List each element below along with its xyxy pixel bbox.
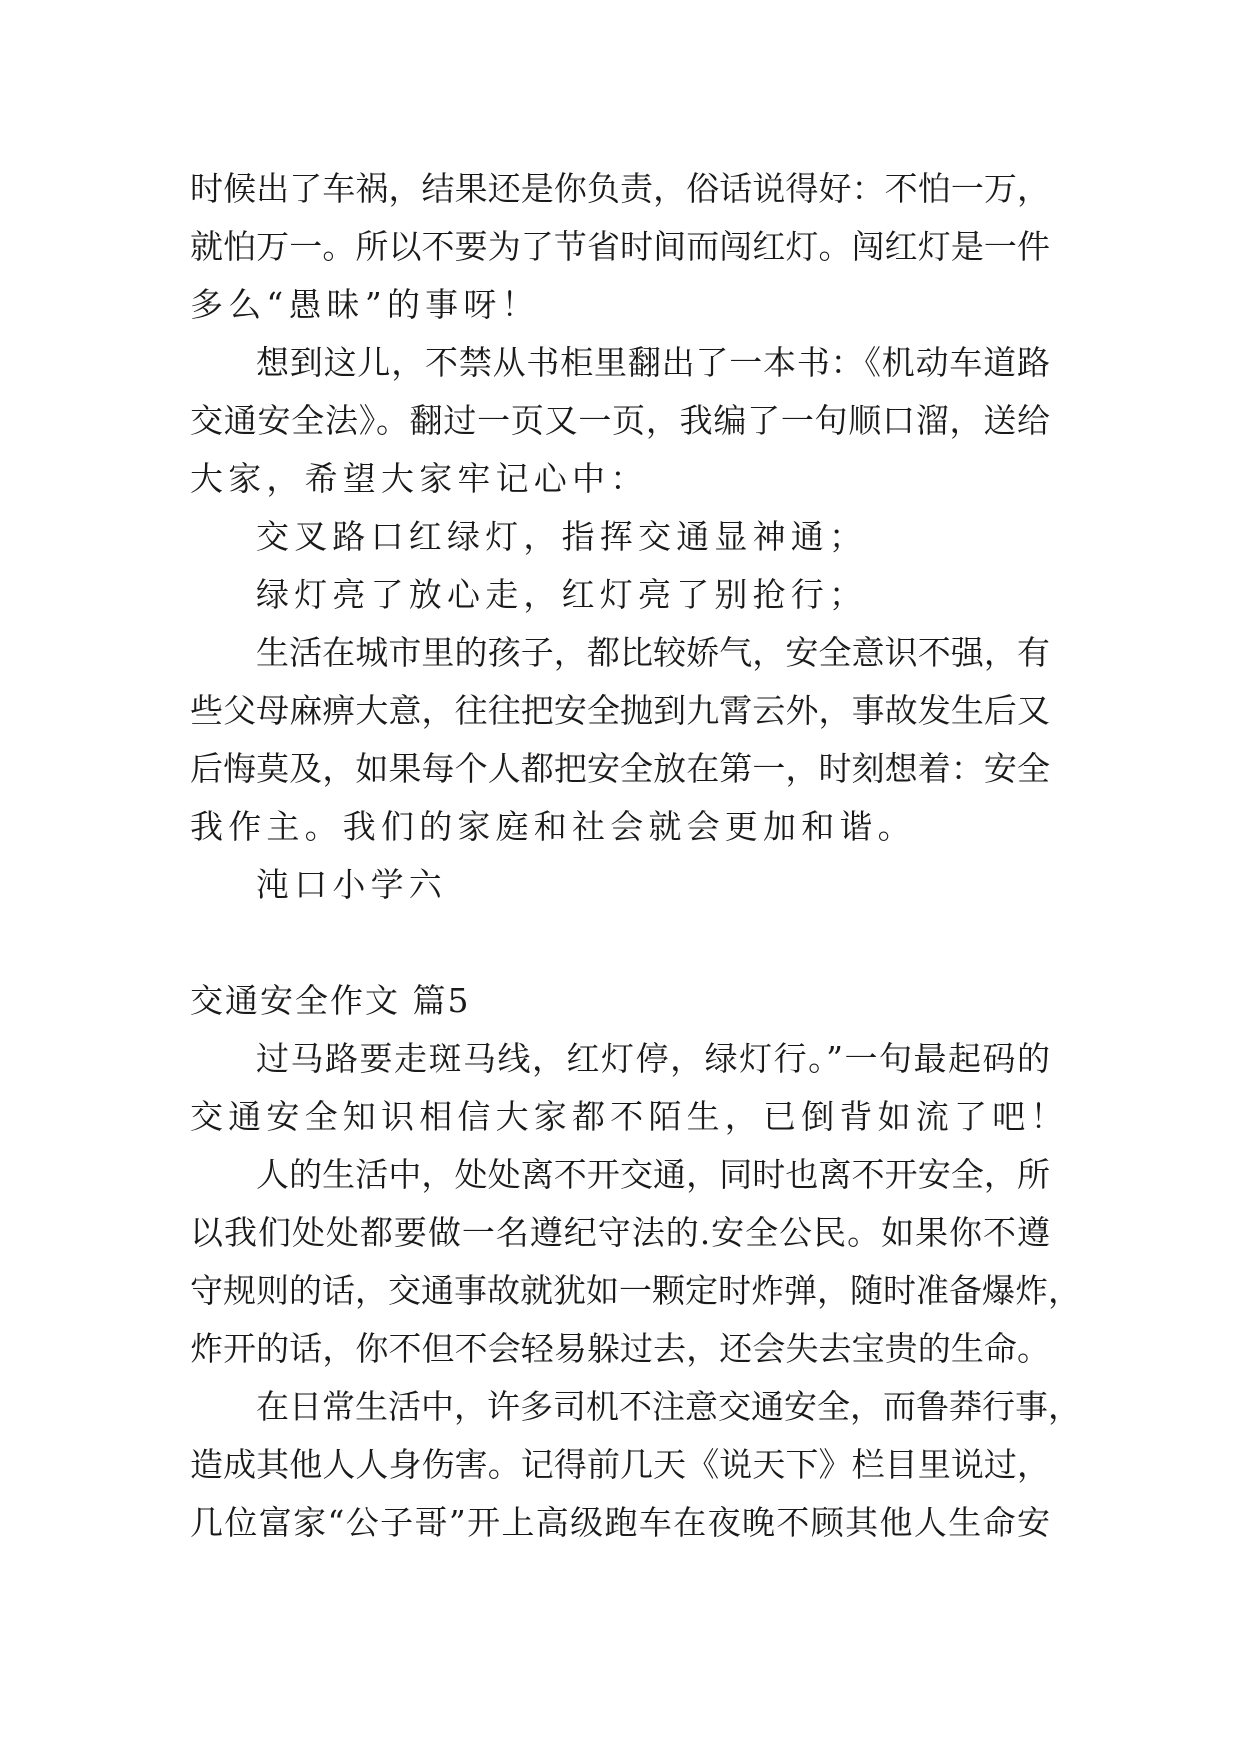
text-line: 过马路要走斑马线，红灯停，绿灯行。”一句最起码的 bbox=[256, 1039, 1050, 1078]
paragraph-red-light bbox=[190, 160, 1050, 334]
text-line: 造成其他人人身伤害。记得前几天《说天下》栏目里说过， bbox=[190, 1445, 1050, 1484]
text-line: 交通安全知识相信大家都不陌生，已倒背如流了吧！ bbox=[190, 1097, 1069, 1136]
text-line: 几位富家“公子哥”开上高级跑车在夜晚不顾其他人生命安 bbox=[190, 1503, 1050, 1542]
text-line: 炸开的话，你不但不会轻易躲过去，还会失去宝贵的生命。 bbox=[190, 1329, 1050, 1368]
paragraph-city-children bbox=[190, 624, 1050, 856]
paragraph-traffic-law-book bbox=[190, 334, 1050, 508]
document-page bbox=[190, 160, 1081, 1552]
verse-line: 绿灯亮了放心走，红灯亮了别抢行； bbox=[256, 575, 868, 614]
text-line: 以我们处处都要做一名遵纪守法的.安全公民。如果你不遵 bbox=[190, 1213, 1050, 1252]
author-signature: 沌口小学六 bbox=[256, 865, 447, 904]
section-spacer bbox=[190, 914, 1050, 972]
text-line: 时候出了车祸，结果还是你负责，俗话说得好：不怕一万， bbox=[190, 169, 1050, 208]
text-line: 我作主。我们的家庭和社会就会更加和谐。 bbox=[190, 807, 916, 846]
verse-line: 交叉路口红绿灯，指挥交通显神通； bbox=[256, 517, 868, 556]
text-line: 后悔莫及，如果每个人都把安全放在第一，时刻想着：安全 bbox=[190, 749, 1050, 788]
text-line: 些父母麻痹大意，往往把安全抛到九霄云外，事故发生后又 bbox=[190, 691, 1050, 730]
paragraph-zebra-crossing bbox=[190, 1030, 1069, 1146]
text-line: 在日常生活中，许多司机不注意交通安全，而鲁莽行事， bbox=[256, 1387, 1081, 1426]
text-line: 生活在城市里的孩子，都比较娇气，安全意识不强，有 bbox=[256, 633, 1050, 672]
paragraph-reckless-drivers bbox=[190, 1378, 1081, 1552]
rhyme-verse bbox=[190, 508, 1050, 624]
text-line: 人的生活中，处处离不开交通，同时也离不开安全，所 bbox=[256, 1155, 1050, 1194]
text-line: 就怕万一。所以不要为了节省时间而闯红灯。闯红灯是一件 bbox=[190, 227, 1050, 266]
paragraph-safe-citizen bbox=[190, 1146, 1081, 1378]
section-heading: 交通安全作文 篇5 bbox=[190, 981, 471, 1020]
text-line: 守规则的话，交通事故就犹如一颗定时炸弹，随时准备爆炸， bbox=[190, 1271, 1081, 1310]
text-line: 大家，希望大家牢记心中： bbox=[190, 459, 649, 498]
text-line: 交通安全法》。翻过一页又一页，我编了一句顺口溜，送给 bbox=[190, 401, 1050, 440]
text-line: 想到这儿，不禁从书柜里翻出了一本书：《机动车道路 bbox=[256, 343, 1050, 382]
text-line: 多么“愚昧”的事呀！ bbox=[190, 285, 540, 324]
